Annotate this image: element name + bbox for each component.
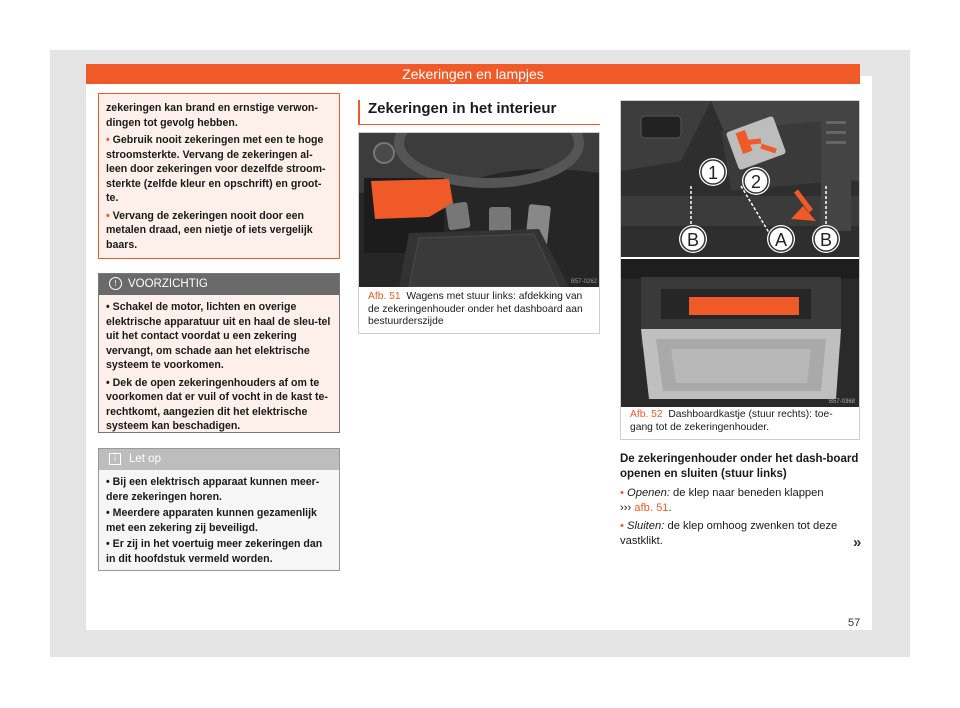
- arrow-icon: ›››: [620, 502, 632, 514]
- figure-51: [358, 132, 600, 334]
- note-item: • Bij een elektrisch apparaat kunnen meer-dere zekeringen horen.: [106, 476, 320, 503]
- callout-1: [699, 158, 727, 186]
- section-title: Zekeringen in het interieur: [358, 100, 600, 125]
- figure-51-image: [359, 133, 599, 287]
- subsection-heading: De zekeringenhouder onder het dash-board openen en sluiten (stuur links): [620, 453, 859, 480]
- bullet-dot-icon: •: [106, 134, 110, 146]
- svg-text:B: B: [686, 230, 700, 250]
- caution-item: • Dek de open zekeringenhouders af om te voorkomen dat er vuil of vocht in de kast te-rechtkomt, aangezien dit het elektrische systeem kan beschadigen.: [106, 376, 328, 432]
- figure-52-image-top: [621, 101, 859, 257]
- warning-box-continued: [98, 93, 340, 259]
- svg-text:A: A: [774, 230, 788, 250]
- caution-title: VOORZICHTIG: [128, 278, 208, 290]
- svg-text:1: 1: [707, 163, 719, 183]
- info-icon: i: [109, 453, 121, 465]
- figure-51-code: B57-0262: [570, 279, 597, 285]
- figure-51-caption: Afb. 51 Wagens met stuur links: afdekking van de zekeringenhouder onder het dashboard aan bestuurderszijde: [368, 291, 583, 327]
- note-title: Let op: [129, 453, 161, 465]
- continue-icon: »: [853, 534, 862, 551]
- note-box: [98, 448, 340, 571]
- warning-item: • Vervang de zekeringen nooit door een metalen draad, een nietje of iets vergelijk baars.: [106, 209, 313, 251]
- callout-b-right: [812, 225, 840, 253]
- callout-2: [742, 167, 770, 195]
- page-number: 57: [848, 617, 861, 629]
- caution-header: [99, 274, 339, 295]
- callout-b-left: [679, 225, 707, 253]
- note-header: [99, 449, 339, 470]
- exclamation-circle-icon: !: [109, 277, 122, 290]
- figure-52-code: B57-0368: [828, 399, 855, 405]
- callout-a: [767, 225, 795, 253]
- step-open: • Openen: de klep naar beneden klappen ››› afb. 51.: [620, 487, 824, 514]
- step-close: • Sluiten: de klep omhoog zwenken tot deze vastklikt.: [620, 520, 838, 547]
- note-item: • Er zij in het voertuig meer zekeringen dan in dit hoofdstuk vermeld worden.: [106, 538, 323, 565]
- chapter-header: Zekeringen en lampjes: [86, 64, 860, 84]
- figure-52-image-bottom: [621, 259, 859, 407]
- svg-text:B: B: [819, 230, 833, 250]
- caution-box: [98, 273, 340, 433]
- bullet-dot-icon: •: [106, 209, 110, 222]
- figure-52-caption: Afb. 52 Dashboardkastje (stuur rechts): toe-gang tot de zekeringenhouder.: [630, 409, 833, 433]
- warning-item: • Gebruik nooit zekeringen met een te hoge stroomsterkte. Vervang de zekeringen al-leen door zekeringen voor dezelfde stroom-sterkte (zelfde kleur en opschrift) en groot-te.: [106, 134, 326, 204]
- figure-52: [620, 100, 860, 440]
- svg-text:2: 2: [750, 172, 762, 192]
- subsection-body: [620, 486, 860, 552]
- warning-intro-text: zekeringen kan brand en ernstige verwon-dingen tot gevolg hebben.: [106, 102, 318, 129]
- figure-51-link[interactable]: afb. 51: [634, 502, 669, 514]
- caution-item: • Schakel de motor, lichten en overige elektrische apparatuur uit en haal de sleu-tel uit het contact voordat u een zekering vervangt, om schade aan het elektrische systeem te voorkomen.: [106, 301, 331, 371]
- note-item: • Meerdere apparaten kunnen gezamenlijk met een zekering zij beveiligd.: [106, 507, 317, 534]
